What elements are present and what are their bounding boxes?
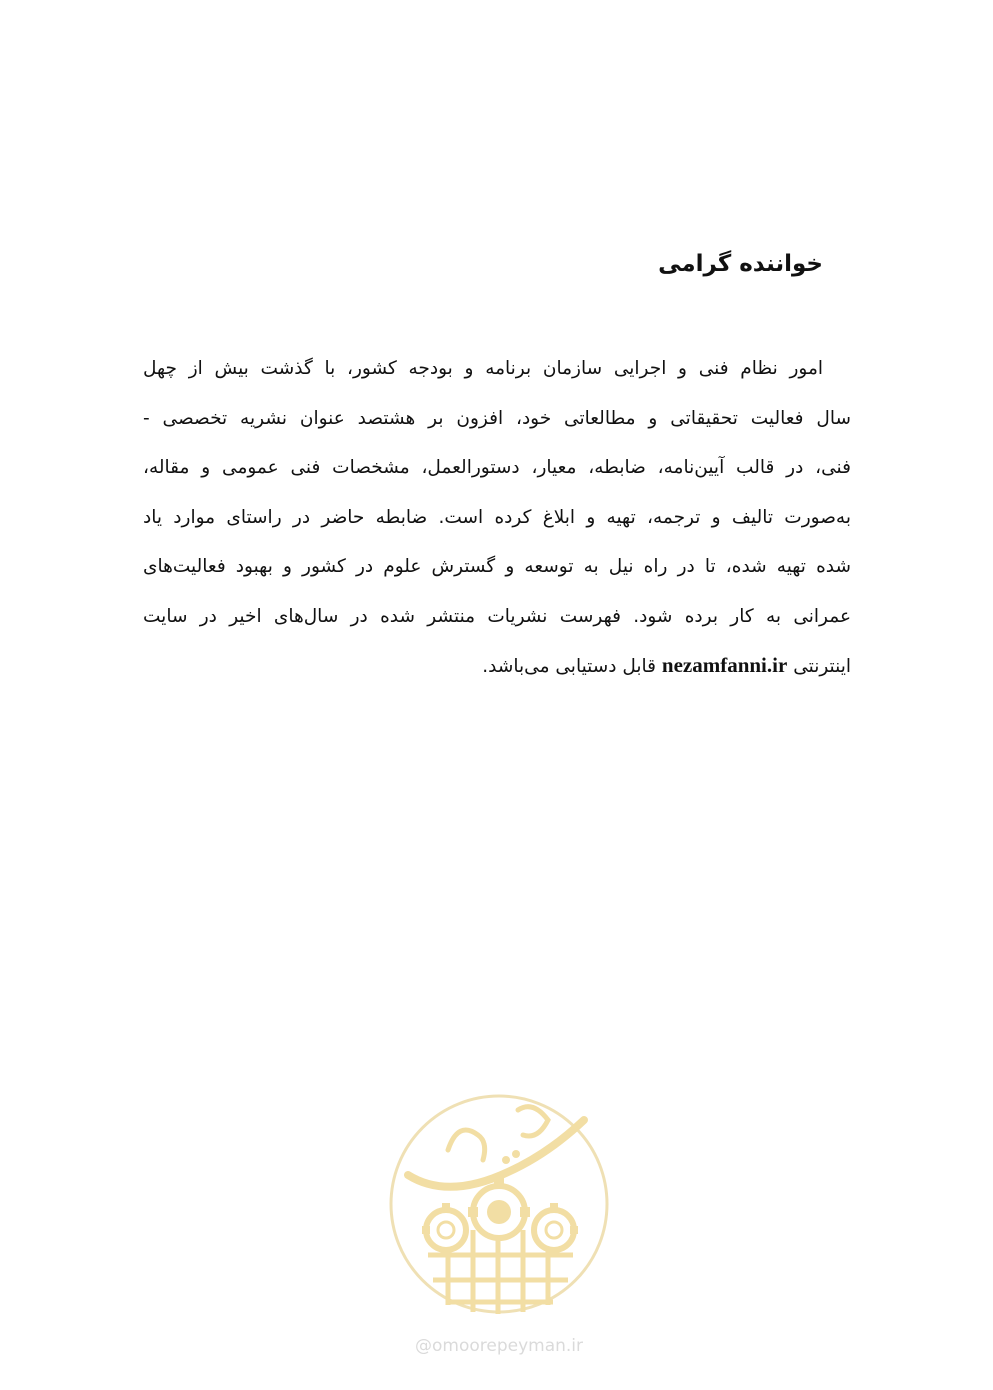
watermark-logo xyxy=(388,1080,610,1380)
paragraph-line: عمرانی به کار برده شود. فهرست نشریات منتشر شده در سال‌های اخیر در سایت xyxy=(143,605,851,627)
page-heading: خواننده گرامی xyxy=(658,251,823,277)
paragraph-line: امور نظام فنی و اجرایی سازمان برنامه و بودجه کشور، با گذشت بیش از چهل xyxy=(143,358,823,379)
watermark-handle: @omoorepeyman.ir xyxy=(414,1336,584,1356)
intro-paragraph xyxy=(143,344,851,692)
paragraph-line: شده تهیه شده، تا در راه نیل به توسعه و گسترش علوم در کشور و بهبود فعالیت‌های xyxy=(143,556,851,577)
website-link[interactable]: nezamfanni.ir xyxy=(661,653,788,677)
text-before-link: اینترنتی xyxy=(793,656,851,677)
paragraph-line: سال فعالیت تحقیقاتی و مطالعاتی خود، افزون بر هشتصد عنوان نشریه تخصصی - xyxy=(143,407,851,429)
paragraph-last-line xyxy=(143,641,851,692)
paragraph-line: به‌صورت تالیف و ترجمه، تهیه و ابلاغ کرده است. ضابطه حاضر در راستای موارد یاد xyxy=(143,506,851,528)
paragraph-line: فنی، در قالب آیین‌نامه، ضابطه، معیار، دستورالعمل، مشخصات فنی عمومی و مقاله، xyxy=(143,457,851,478)
text-after-link: قابل دستیابی می‌باشد. xyxy=(482,656,656,677)
gear-emblem-icon xyxy=(388,1080,610,1330)
